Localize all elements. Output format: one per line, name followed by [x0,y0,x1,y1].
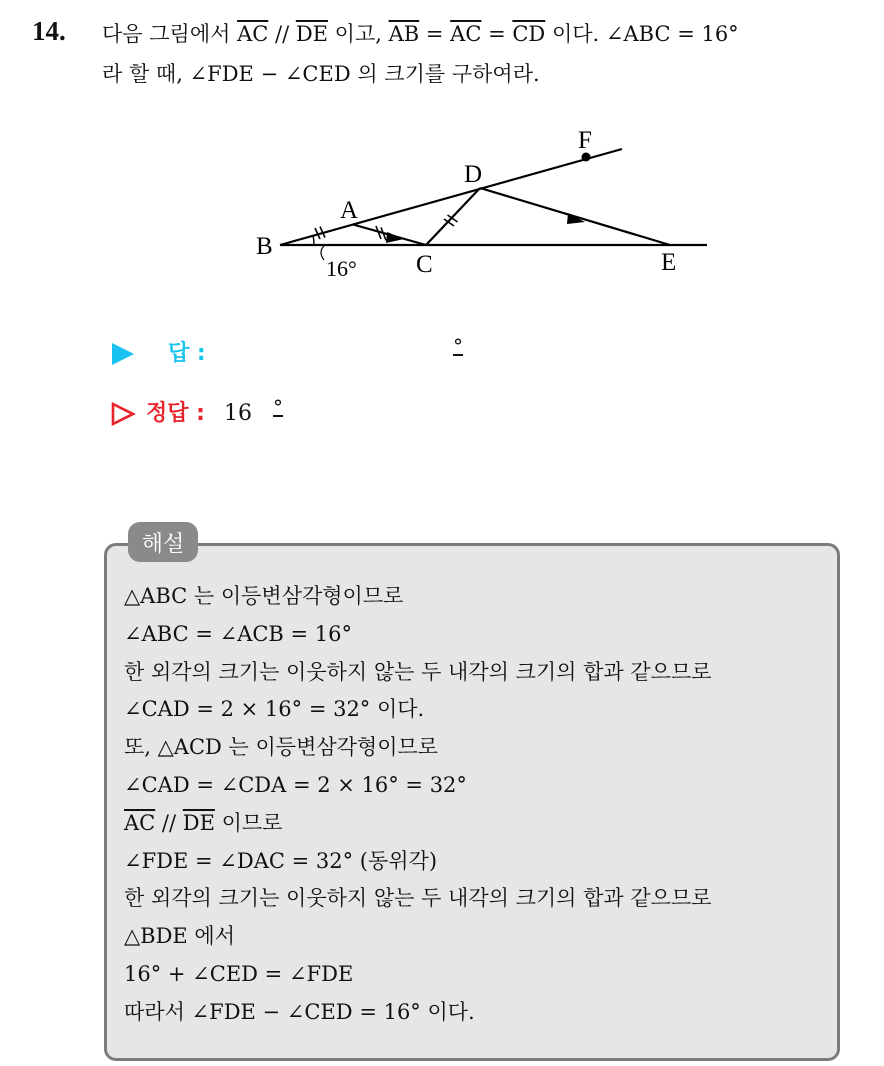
explanation-line: 한 외각의 크기는 이웃하지 않는 두 내각의 크기의 합과 같으므로 [124,886,712,911]
segment-ab: $\overline{AB}$ [388,22,420,46]
parallel-symbol: // [155,810,183,835]
answer-unit: ° [453,334,463,358]
question-number: 14. [32,16,66,46]
play-arrow-icon [110,341,136,367]
outline-play-arrow-icon [110,401,136,427]
question-suffix: 이다. ∠ABC = 16° [545,22,739,46]
correct-answer-value: 16 [223,401,252,426]
correct-answer-unit: ° [273,395,283,419]
label-b: B [256,233,273,260]
question-mid: 이고, [328,22,389,46]
explanation-tag: 해설 [128,522,198,562]
question-text-line-1 [102,18,739,48]
segment-de: $\overline{DE}$ [182,810,215,835]
segment-de-line [480,188,670,245]
angle-label: 16° [326,256,357,281]
explanation-line: ∠FDE = ∠DAC = 32° (동위각) [124,848,438,873]
label-a: A [340,197,359,224]
geometry-figure [240,118,720,288]
explanation-content [124,580,712,1034]
explanation-line: 또, △ACD 는 이등변삼각형이므로 [124,735,439,760]
segment-ac-2: $\overline{AC}$ [450,22,482,46]
parallel-suffix: 이므로 [214,810,283,835]
question-prefix: 다음 그림에서 [102,22,238,46]
explanation-line: ∠CAD = 2 × 16° = 32° 이다. [124,697,425,722]
explanation-parallel-line [124,807,712,845]
correct-answer-row [110,396,252,427]
label-d: D [464,161,483,188]
explanation-line: 16° + ∠CED = ∠FDE [124,961,354,986]
line-bf [280,149,622,245]
explanation-line: ∠ABC = ∠ACB = 16° [124,621,353,646]
equals-1: = [419,22,451,46]
label-f: F [578,127,592,154]
answer-label: 답 : [168,341,206,366]
correct-answer-label: 정답 : [146,401,205,426]
explanation-line: 따라서 ∠FDE − ∠CED = 16° 이다. [124,999,475,1024]
question-text-line-2: 라 할 때, ∠FDE − ∠CED 의 크기를 구하여라. [102,62,540,86]
answer-row [110,336,206,367]
segment-cd: $\overline{CD}$ [512,22,546,46]
explanation-line: △BDE 에서 [124,924,235,949]
segment-ac: $\overline{AC}$ [237,22,269,46]
explanation-line: △ABC 는 이등변삼각형이므로 [124,584,404,608]
segment-ac: $\overline{AC}$ [124,810,156,835]
explanation-line: 한 외각의 크기는 이웃하지 않는 두 내각의 크기의 합과 같으므로 [124,659,712,684]
label-e: E [661,249,677,276]
segment-de: $\overline{DE}$ [295,22,328,46]
label-c: C [416,251,433,278]
equals-2: = [481,22,513,46]
explanation-line: ∠CAD = ∠CDA = 2 × 16° = 32° [124,772,467,797]
parallel-symbol: // [268,22,296,46]
